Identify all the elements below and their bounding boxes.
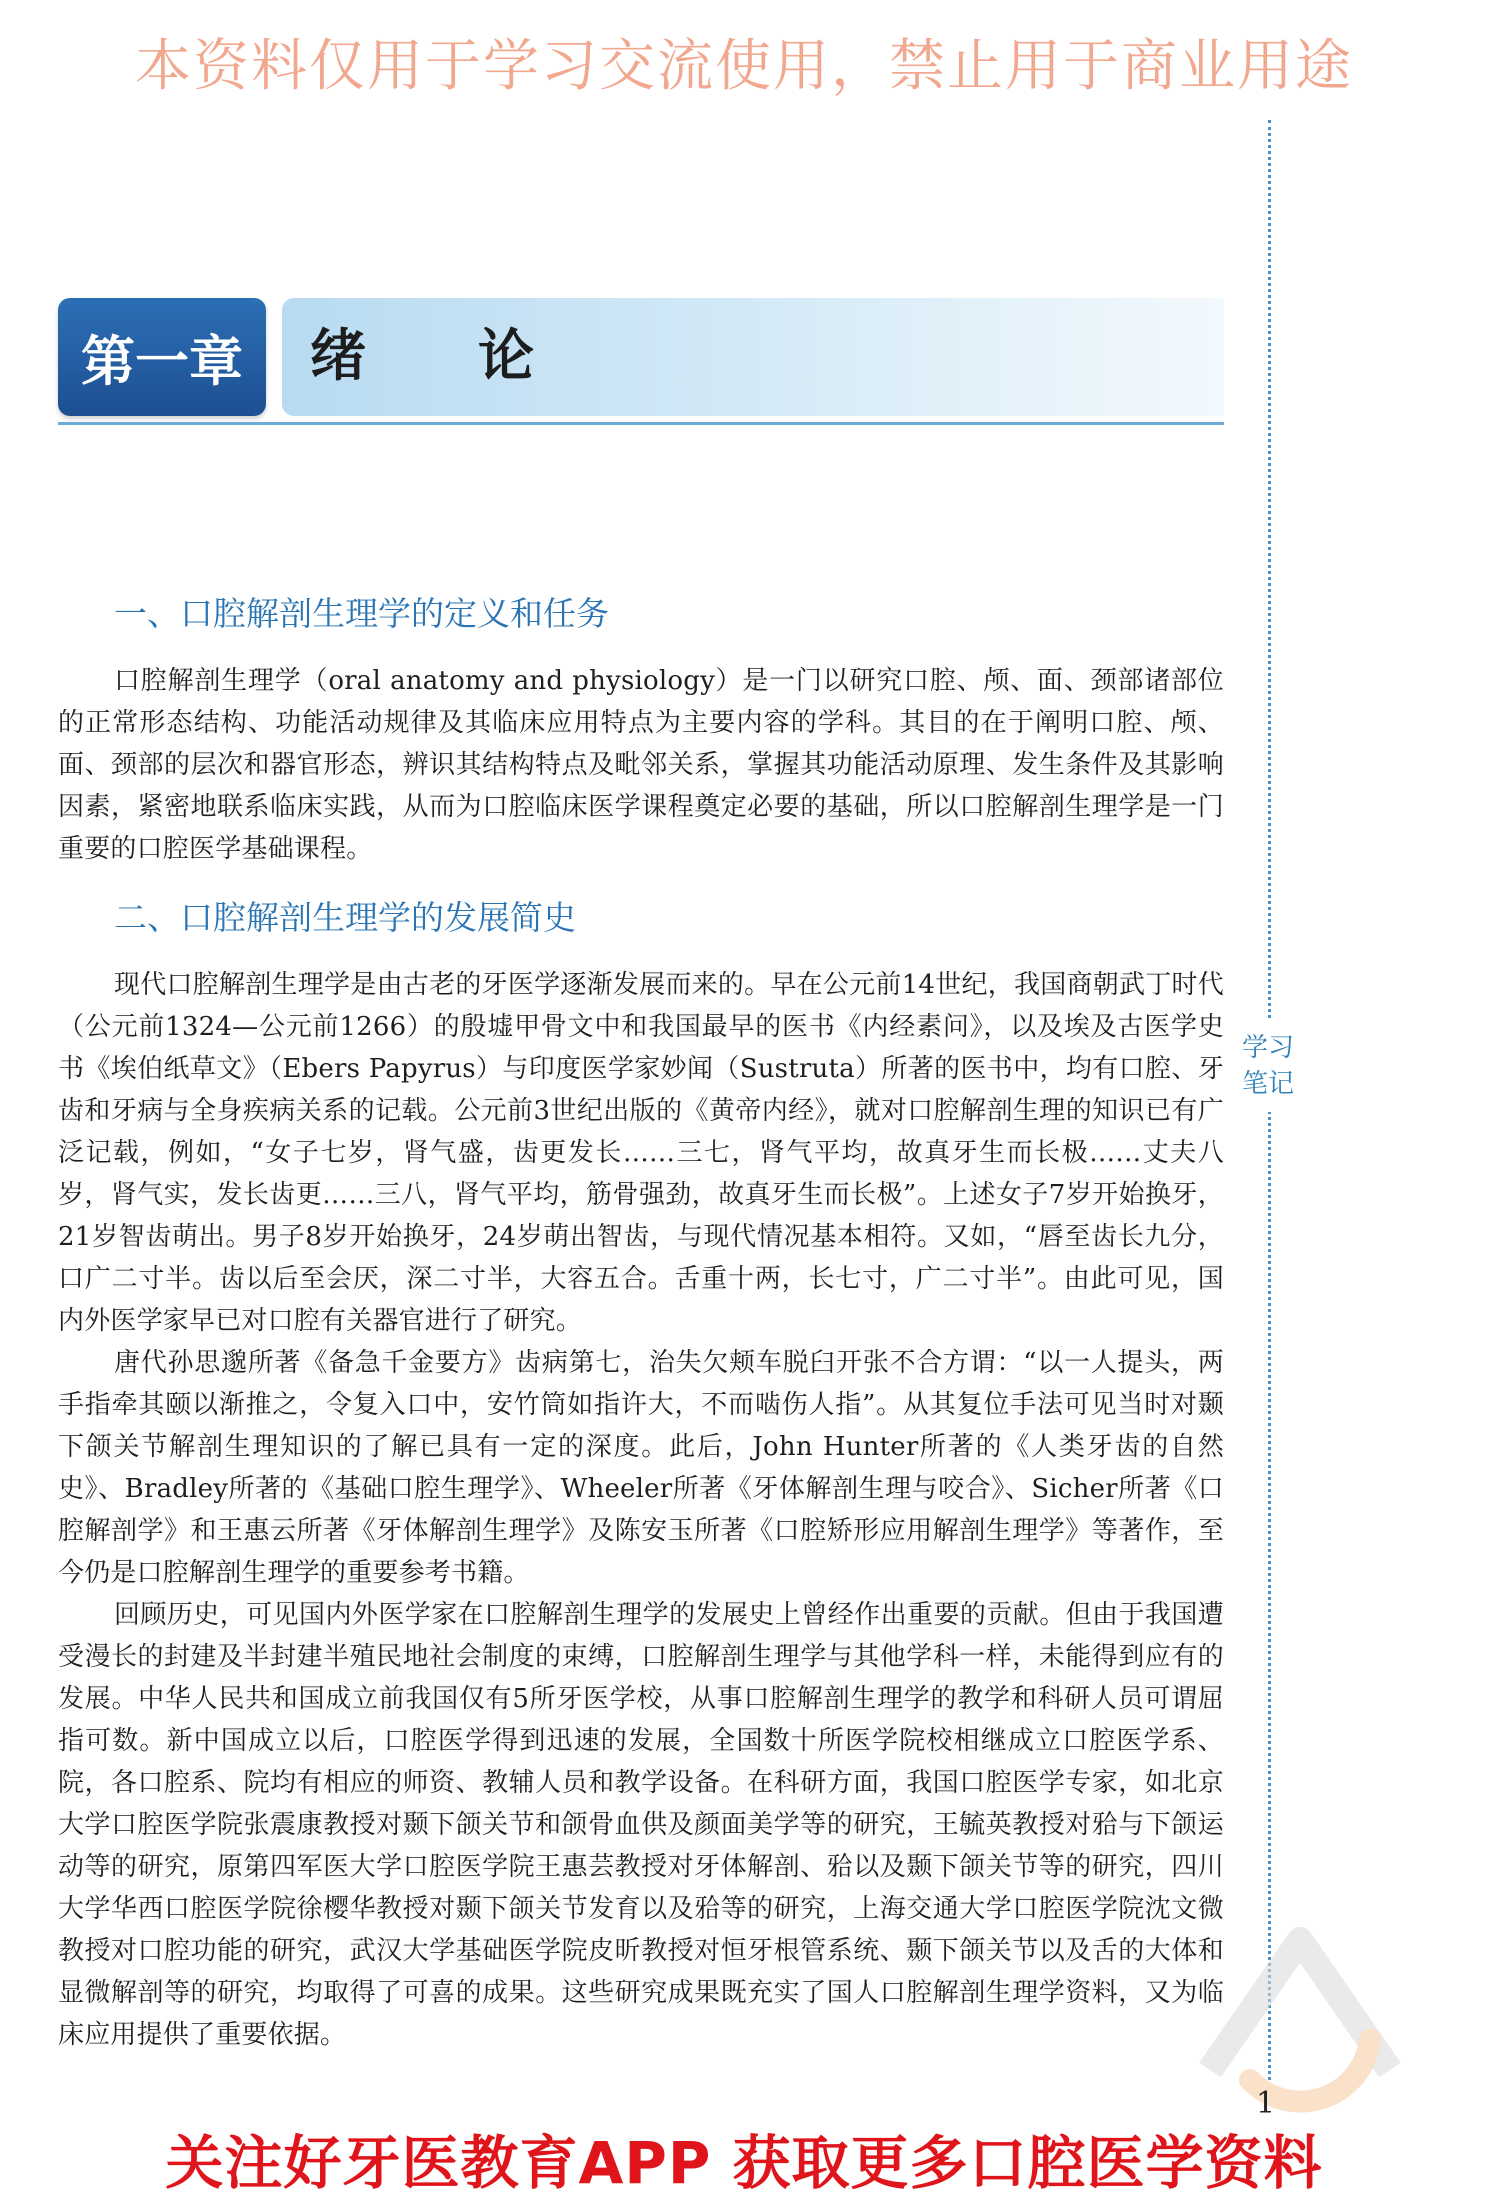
- chapter-divider: [58, 422, 1224, 425]
- paragraph: 现代口腔解剖生理学是由古老的牙医学逐渐发展而来的。早在公元前14世纪，我国商朝武丁时代（公元前1324—公元前1266）的殷墟甲骨文中和我国最早的医书《内经素问》，以及埃及古医学史书《埃伯纸草文》（Ebers Papyrus）与印度医学家妙闻（Sustruta）所著的医书中，均有口腔、牙齿和牙病与全身疾病关系的记载。公元前3世纪出版的《黄帝内经》，就对口腔解剖生理的知识已有广泛记载，例如，“女子七岁，肾气盛，齿更发长……三七，肾气平均，故真牙生而长极……丈夫八岁，肾气实，发长齿更……三八，肾气平均，筋骨强劲，故真牙生而长极”。上述女子7岁开始换牙，21岁智齿萌出。男子8岁开始换牙，24岁萌出智齿，与现代情况基本相符。又如，“唇至齿长九分，口广二寸半。齿以后至会厌，深二寸半，大容五合。舌重十两，长七寸，广二寸半”。由此可见，国内外医学家早已对口腔有关器官进行了研究。: [58, 970, 1224, 1336]
- paragraph: 口腔解剖生理学（oral anatomy and physiology）是一门以研究口腔、颅、面、颈部诸部位的正常形态结构、功能活动规律及其临床应用特点为主要内容的学科。其目的在于阐明口腔、颅、面、颈部的层次和器官形态，辨识其结构特点及毗邻关系，掌握其功能活动原理、发生条件及其影响因素，紧密地联系临床实践，从而为口腔临床医学课程奠定必要的基础，所以口腔解剖生理学是一门重要的口腔医学基础课程。: [58, 666, 1224, 864]
- section-heading-2: 二、口腔解剖生理学的发展简史: [114, 898, 576, 937]
- page-number: 1: [1256, 2086, 1276, 2121]
- page-body: [58, 590, 1224, 2056]
- notes-margin-label: 学习笔记: [1240, 1020, 1296, 1112]
- watermark-top: 本资料仅用于学习交流使用，禁止用于商业用途: [135, 34, 1353, 99]
- paragraph: 唐代孙思邈所著《备急千金要方》齿病第七，治失欠颊车脱臼开张不合方谓：“以一人提头，两手指牵其颐以渐推之，令复入口中，安竹筒如指许大，不而啮伤人指”。从其复位手法可见当时对颞下颌关节解剖生理知识的了解已具有一定的深度。此后，John Hunter所著的《人类牙齿的自然史》、Bradley所著的《基础口腔生理学》、Wheeler所著《牙体解剖生理与咬合》、Sicher所著《口腔解剖学》和王惠云所著《牙体解剖生理学》及陈安玉所著《口腔矫形应用解剖生理学》等著作，至今仍是口腔解剖生理学的重要参考书籍。: [58, 1348, 1224, 1588]
- publisher-logo-icon: [1170, 1880, 1430, 2140]
- chapter-number-badge: 第一章: [58, 298, 266, 416]
- paragraph: 回顾历史，可见国内外医学家在口腔解剖生理学的发展史上曾经作出重要的贡献。但由于我国遭受漫长的封建及半封建半殖民地社会制度的束缚，口腔解剖生理学与其他学科一样，未能得到应有的发展。中华人民共和国成立前我国仅有5所牙医学校，从事口腔解剖生理学的教学和科研人员可谓屈指可数。新中国成立以后，口腔医学得到迅速的发展，全国数十所医学院校相继成立口腔医学系、院，各口腔系、院均有相应的师资、教辅人员和教学设备。在科研方面，我国口腔医学专家，如北京大学口腔医学院张震康教授对颞下颌关节和颌骨血供及颜面美学等的研究，王毓英教授对𬌗与下颌运动等的研究，原第四军医大学口腔医学院王惠芸教授对牙体解剖、𬌗以及颞下颌关节等的研究，四川大学华西口腔医学院徐樱华教授对颞下颌关节发育以及𬌗等的研究，上海交通大学口腔医学院沈文微教授对口腔功能的研究，武汉大学基础医学院皮昕教授对恒牙根管系统、颞下颌关节以及舌的大体和显微解剖等的研究，均取得了可喜的成果。这些研究成果既充实了国人口腔解剖生理学资料，又为临床应用提供了重要依据。: [58, 1600, 1224, 2050]
- watermark-bottom: 关注好牙医教育APP 获取更多口腔医学资料: [165, 2129, 1323, 2197]
- section-heading-1: 一、口腔解剖生理学的定义和任务: [114, 594, 609, 633]
- chapter-title: 绪 论: [310, 324, 534, 389]
